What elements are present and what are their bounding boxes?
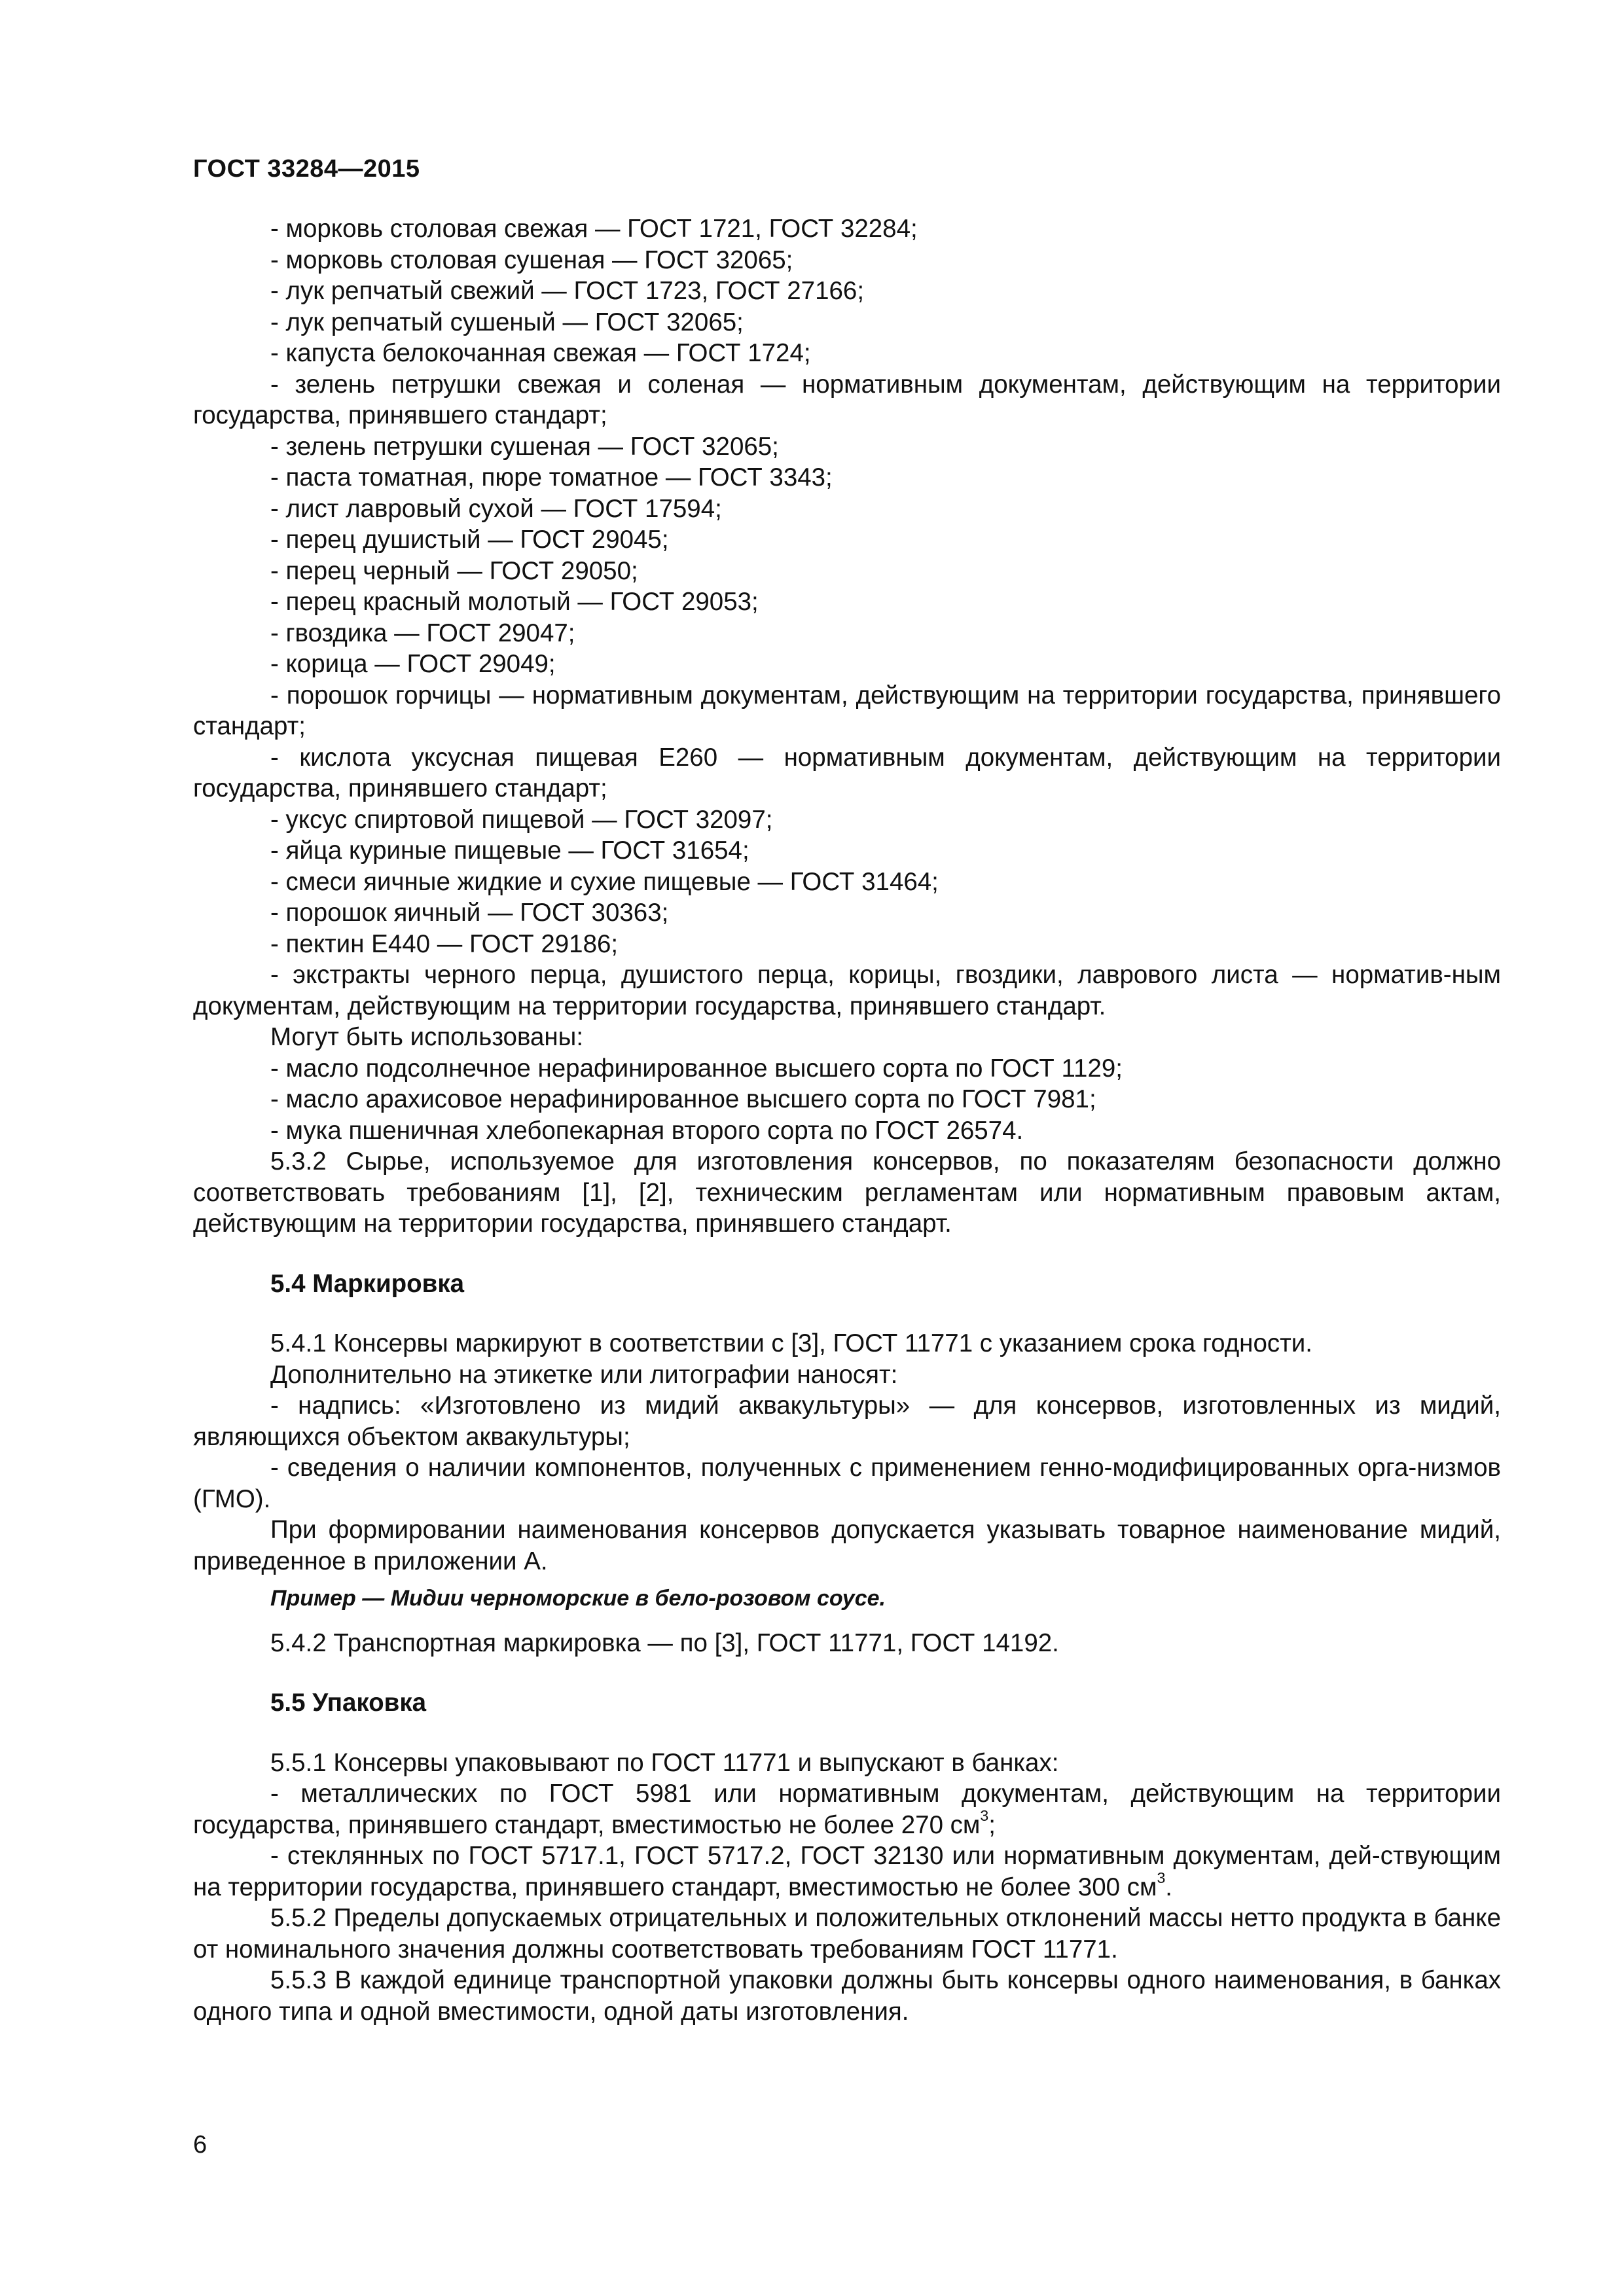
list-item: - перец душистый — ГОСТ 29045; xyxy=(270,526,669,554)
superscript: 3 xyxy=(980,1807,989,1825)
superscript: 3 xyxy=(1157,1869,1166,1887)
list-item: - лук репчатый свежий — ГОСТ 1723, ГОСТ 27166; xyxy=(270,277,865,305)
list-item: - масло арахисовое нерафинированное высшего сорта по ГОСТ 7981; xyxy=(270,1085,1096,1113)
list-item: - надпись: «Изготовлено из мидий аквакультуры» — для консервов, изготовленных из мидий, являющихся объектом аквакультуры; xyxy=(193,1391,1501,1451)
may-use-intro: Могут быть использованы: xyxy=(270,1023,584,1051)
list-item xyxy=(193,1840,1501,1903)
list-item: - пектин Е440 — ГОСТ 29186; xyxy=(270,929,619,958)
list-item: - порошок яичный — ГОСТ 30363; xyxy=(270,899,669,927)
list-item: - кислота уксусная пищевая Е260 — нормативным документам, действующим на территории государства, принявшего стандарт; xyxy=(193,743,1501,802)
list-item: - капуста белокочанная свежая — ГОСТ 1724; xyxy=(270,339,811,367)
list-item: - перец красный молотый — ГОСТ 29053; xyxy=(270,588,759,616)
paragraph-label-additional: Дополнительно на этикетке или литографии наносят: xyxy=(270,1360,898,1389)
list-item: - корица — ГОСТ 29049; xyxy=(270,650,556,678)
paragraph-5-4-2: 5.4.2 Транспортная маркировка — по [3], ГОСТ 11771, ГОСТ 14192. xyxy=(270,1628,1059,1657)
paragraph-5-5-1: 5.5.1 Консервы упаковывают по ГОСТ 11771 и выпускают в банках: xyxy=(270,1748,1059,1777)
list-item: - морковь столовая свежая — ГОСТ 1721, ГОСТ 32284; xyxy=(270,215,918,243)
list-item: - гвоздика — ГОСТ 29047; xyxy=(270,619,575,647)
list-item: - экстракты черного перца, душистого перца, корицы, гвоздики, лаврового листа — норматив-ным документам, действующим на территории государства, принявшего стандарт. xyxy=(193,961,1501,1020)
list-item: - перец черный — ГОСТ 29050; xyxy=(270,556,638,585)
ingredients-list xyxy=(193,213,1501,1022)
list-item: - морковь столовая сушеная — ГОСТ 32065; xyxy=(270,245,793,274)
list-item-end: . xyxy=(1165,1873,1172,1901)
paragraph-5-5-2: 5.5.2 Пределы допускаемых отрицательных и положительных отклонений массы нетто продукта в банке от номинального значения должны соответствовать требованиям ГОСТ 11771. xyxy=(193,1904,1501,1964)
paragraph-5-4-1: 5.4.1 Консервы маркируют в соответствии с [3], ГОСТ 11771 с указанием срока годности. xyxy=(270,1329,1312,1357)
section-heading-packaging: 5.5 Упаковка xyxy=(270,1689,426,1717)
page-number: 6 xyxy=(193,2131,208,2159)
page-header-standard-number: ГОСТ 33284—2015 xyxy=(193,155,420,183)
list-item: - смеси яичные жидкие и сухие пищевые — ГОСТ 31464; xyxy=(270,867,939,896)
list-item: - лист лавровый сухой — ГОСТ 17594; xyxy=(270,494,722,523)
list-item: - уксус спиртовой пищевой — ГОСТ 32097; xyxy=(270,805,773,834)
list-item: - яйца куриные пищевые — ГОСТ 31654; xyxy=(270,836,749,865)
paragraph-5-5-3: 5.5.3 В каждой единице транспортной упаковки должны быть консервы одного наименования, в банках одного типа и одной вместимости, одной даты изготовления. xyxy=(193,1966,1501,2026)
example-note: Пример — Мидии черноморские в бело-розовом соусе. xyxy=(270,1586,886,1611)
list-item: - мука пшеничная хлебопекарная второго сорта по ГОСТ 26574. xyxy=(270,1116,1024,1145)
list-item: - сведения о наличии компонентов, полученных с применением генно-модифицированных орга-низмов (ГМО). xyxy=(193,1454,1501,1513)
list-item-end: ; xyxy=(988,1810,996,1839)
list-item xyxy=(193,1778,1501,1840)
section-heading-marking: 5.4 Маркировка xyxy=(270,1269,465,1298)
list-item: - зелень петрушки сушеная — ГОСТ 32065; xyxy=(270,432,779,461)
page-body xyxy=(193,213,1501,2027)
list-item: - лук репчатый сушеный — ГОСТ 32065; xyxy=(270,308,744,336)
list-item: - зелень петрушки свежая и соленая — нормативным документам, действующим на территории государства, принявшего стандарт; xyxy=(193,370,1501,429)
list-item-text: - стеклянных по ГОСТ 5717.1, ГОСТ 5717.2, ГОСТ 32130 или нормативным документам, дей-ствующим на территории государства, принявшего стандарт, вместимостью не более 300 см xyxy=(193,1842,1501,1901)
list-item: - масло подсолнечное нерафинированное высшего сорта по ГОСТ 1129; xyxy=(270,1054,1123,1083)
list-item: - порошок горчицы — нормативным документам, действующим на территории государства, принявшего стандарт; xyxy=(193,681,1501,740)
paragraph-5-3-2: 5.3.2 Сырье, используемое для изготовления консервов, по показателям безопасности должно соответствовать требованиям [1], [2], техническим регламентам или нормативным правовым актам, действующим на территории государства, принявшего стандарт. xyxy=(193,1147,1501,1238)
list-item: - паста томатная, пюре томатное — ГОСТ 3343; xyxy=(270,463,833,492)
list-item-text: - металлических по ГОСТ 5981 или нормативным документам, действующим на территории государства, принявшего стандарт, вместимостью не более 270 см xyxy=(193,1780,1501,1839)
paragraph-naming: При формировании наименования консервов допускается указывать товарное наименование мидий, приведенное в приложении А. xyxy=(193,1516,1501,1575)
